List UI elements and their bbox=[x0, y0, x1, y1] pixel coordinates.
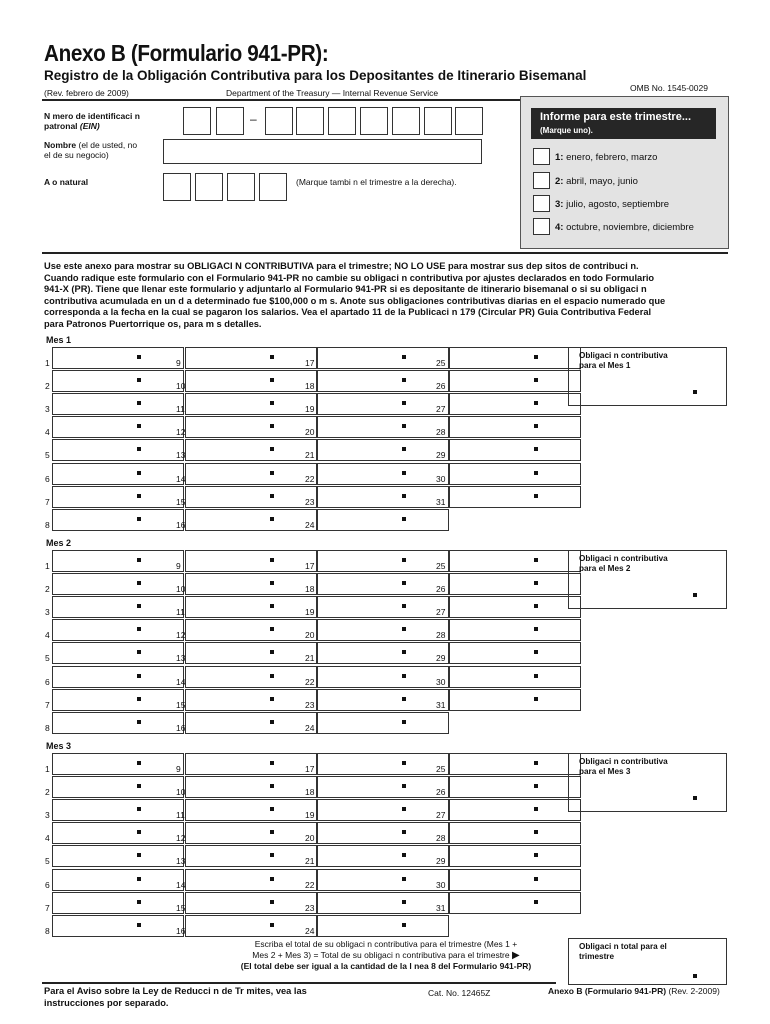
day-number: 3 bbox=[45, 404, 50, 415]
day-number: 28 bbox=[436, 833, 446, 844]
ein-digit-7[interactable] bbox=[392, 107, 420, 135]
omb-number: OMB No. 1545-0029 bbox=[630, 83, 708, 93]
day-number: 1 bbox=[45, 358, 50, 368]
day-amount-input[interactable] bbox=[185, 619, 317, 641]
day-amount-input[interactable] bbox=[52, 822, 184, 844]
catalog-number: Cat. No. 12465Z bbox=[428, 988, 491, 998]
day-number: 19 bbox=[305, 607, 315, 618]
ein-digit-8[interactable] bbox=[424, 107, 452, 135]
day-amount-input[interactable] bbox=[317, 463, 449, 485]
day-number: 8 bbox=[45, 722, 50, 733]
day-amount-input[interactable] bbox=[185, 573, 317, 595]
day-number: 15 bbox=[176, 699, 186, 710]
year-digit-3[interactable] bbox=[227, 173, 255, 201]
day-amount-input[interactable] bbox=[317, 689, 449, 711]
day-number: 20 bbox=[305, 427, 315, 438]
footer-divider bbox=[42, 982, 556, 984]
ein-label: N mero de identificaci n patronal (EIN) bbox=[44, 111, 140, 131]
day-number: 17 bbox=[305, 358, 315, 368]
ein-digit-4[interactable] bbox=[296, 107, 324, 135]
day-number: 10 bbox=[176, 787, 186, 798]
day-number: 30 bbox=[436, 473, 446, 484]
day-number: 20 bbox=[305, 833, 315, 844]
day-amount-input[interactable] bbox=[449, 573, 581, 595]
day-number: 9 bbox=[176, 764, 181, 774]
day-number: 5 bbox=[45, 653, 50, 664]
day-number: 15 bbox=[176, 496, 186, 507]
day-amount-input[interactable] bbox=[52, 666, 184, 688]
day-amount-input[interactable] bbox=[449, 619, 581, 641]
day-number: 13 bbox=[176, 653, 186, 664]
day-amount-input[interactable] bbox=[449, 370, 581, 392]
day-number: 20 bbox=[305, 630, 315, 641]
month-3-total-box[interactable]: Obligaci n contributiva para el Mes 3 bbox=[568, 753, 727, 812]
day-number: 8 bbox=[45, 519, 50, 530]
day-amount-input[interactable] bbox=[317, 799, 449, 821]
day-number: 2 bbox=[45, 787, 50, 798]
day-amount-input[interactable] bbox=[317, 753, 449, 775]
day-amount-input[interactable] bbox=[52, 573, 184, 595]
quarter-title: Informe para este trimestre... bbox=[540, 111, 692, 123]
day-amount-input[interactable] bbox=[449, 463, 581, 485]
day-number: 4 bbox=[45, 833, 50, 844]
day-amount-input[interactable] bbox=[52, 642, 184, 664]
day-amount-input[interactable] bbox=[185, 463, 317, 485]
day-number: 11 bbox=[176, 607, 185, 618]
day-amount-input[interactable] bbox=[52, 486, 184, 508]
day-number: 22 bbox=[305, 879, 315, 890]
day-number: 8 bbox=[45, 925, 50, 936]
day-number: 10 bbox=[176, 584, 186, 595]
day-amount-input[interactable] bbox=[449, 666, 581, 688]
quarter-4-checkbox[interactable] bbox=[533, 218, 550, 235]
total-instruction: Escriba el total de su obligaci n contributiva para el trimestre (Mes 1 + Mes 2 + Mes 3) = Total de su obligaci n contributiva para el trimestre ▶ (El total debe ser igual a la cantidad de la l nea 8 del Formulario 941-PR) bbox=[240, 939, 532, 971]
total-quarter-box[interactable]: Obligaci n total para el trimestre bbox=[568, 938, 727, 985]
day-amount-input[interactable] bbox=[185, 753, 317, 775]
day-number: 28 bbox=[436, 630, 446, 641]
day-amount-input[interactable] bbox=[185, 347, 317, 369]
day-amount-input[interactable] bbox=[52, 869, 184, 891]
day-amount-input[interactable] bbox=[317, 370, 449, 392]
day-amount-input[interactable] bbox=[317, 666, 449, 688]
day-number: 16 bbox=[176, 925, 186, 936]
day-number: 14 bbox=[176, 676, 186, 687]
day-amount-input[interactable] bbox=[52, 619, 184, 641]
day-number: 25 bbox=[436, 561, 446, 571]
day-number: 5 bbox=[45, 450, 50, 461]
day-amount-input[interactable] bbox=[185, 689, 317, 711]
day-number: 16 bbox=[176, 519, 186, 530]
day-amount-input[interactable] bbox=[185, 439, 317, 461]
day-number: 6 bbox=[45, 879, 50, 890]
day-number: 13 bbox=[176, 856, 186, 867]
day-number: 7 bbox=[45, 496, 50, 507]
day-amount-input[interactable] bbox=[185, 892, 317, 914]
ein-digit-1[interactable] bbox=[183, 107, 211, 135]
month-2-total-box[interactable]: Obligaci n contributiva para el Mes 2 bbox=[568, 550, 727, 609]
day-number: 23 bbox=[305, 496, 315, 507]
day-amount-input[interactable] bbox=[52, 509, 184, 531]
quarter-1-checkbox[interactable] bbox=[533, 148, 550, 165]
day-number: 24 bbox=[305, 722, 315, 733]
instructions-paragraph: Use este anexo para mostrar su OBLIGACI N CONTRIBUTIVA para el trimestre; NO LO USE para mostrar sus dep sitos de contribuci n. Cuando radique este formulario con el Formulario 941-PR no cambie su obligaci n contributiva por ajustes declarados en todo Formulario 941-X (PR). Tiene que llenar este formulario y adjuntarlo al Formulario 941-PR si es depositante de itinerario bisemanal o si su obligaci n contributiva acumulada en un d a determinado fue $100,000 o m s. Anote sus obligaciones contributivas diarias en el espacio numerado que corresponda a la fecha en la cual se pagaron los salarios. Vea el apartado 11 de la Publicaci n 179 (Circular PR) Guia Contributiva Federal para Patronos Puertorrique os, para m s detalles. bbox=[44, 261, 666, 329]
day-amount-input[interactable] bbox=[449, 869, 581, 891]
day-number: 26 bbox=[436, 584, 446, 595]
day-number: 17 bbox=[305, 764, 315, 774]
day-number: 28 bbox=[436, 427, 446, 438]
day-amount-input[interactable] bbox=[185, 393, 317, 415]
day-number: 22 bbox=[305, 473, 315, 484]
day-number: 3 bbox=[45, 810, 50, 821]
day-number: 16 bbox=[176, 722, 186, 733]
day-amount-input[interactable] bbox=[52, 347, 184, 369]
day-number: 4 bbox=[45, 630, 50, 641]
day-amount-input[interactable] bbox=[52, 753, 184, 775]
day-number: 30 bbox=[436, 879, 446, 890]
day-amount-input[interactable] bbox=[317, 822, 449, 844]
day-amount-input[interactable] bbox=[317, 347, 449, 369]
day-amount-input[interactable] bbox=[317, 915, 449, 937]
day-number: 18 bbox=[305, 381, 315, 392]
day-number: 23 bbox=[305, 699, 315, 710]
day-amount-input[interactable] bbox=[317, 892, 449, 914]
day-amount-input[interactable] bbox=[185, 509, 317, 531]
day-amount-input[interactable] bbox=[185, 666, 317, 688]
day-number: 1 bbox=[45, 764, 50, 774]
quarter-option-1[interactable]: 1: enero, febrero, marzo bbox=[531, 148, 716, 168]
day-amount-input[interactable] bbox=[449, 799, 581, 821]
day-amount-input[interactable] bbox=[317, 573, 449, 595]
day-number: 30 bbox=[436, 676, 446, 687]
day-amount-input[interactable] bbox=[449, 776, 581, 798]
year-note: (Marque tambi n el trimestre a la derecha). bbox=[296, 177, 457, 187]
day-number: 9 bbox=[176, 358, 181, 368]
day-amount-input[interactable] bbox=[317, 416, 449, 438]
form-footer-id: Anexo B (Formulario 941-PR) (Rev. 2-2009) bbox=[548, 986, 720, 996]
day-amount-input[interactable] bbox=[185, 370, 317, 392]
day-amount-input[interactable] bbox=[317, 486, 449, 508]
day-amount-input[interactable] bbox=[449, 822, 581, 844]
day-number: 31 bbox=[436, 699, 446, 710]
day-number: 6 bbox=[45, 473, 50, 484]
day-number: 26 bbox=[436, 787, 446, 798]
day-amount-input[interactable] bbox=[185, 869, 317, 891]
quarter-option-2[interactable]: 2: abril, mayo, junio bbox=[531, 172, 716, 192]
quarter-2-checkbox[interactable] bbox=[533, 172, 550, 189]
day-amount-input[interactable] bbox=[449, 393, 581, 415]
day-number: 13 bbox=[176, 450, 186, 461]
day-number: 21 bbox=[305, 856, 315, 867]
year-label: A o natural bbox=[44, 177, 89, 187]
day-number: 4 bbox=[45, 427, 50, 438]
day-amount-input[interactable] bbox=[317, 642, 449, 664]
day-amount-input[interactable] bbox=[449, 689, 581, 711]
day-amount-input[interactable] bbox=[317, 439, 449, 461]
arrow-right-icon: ▶ bbox=[512, 949, 520, 961]
day-number: 19 bbox=[305, 810, 315, 821]
day-number: 2 bbox=[45, 381, 50, 392]
quarter-subtitle: (Marque uno). bbox=[540, 126, 593, 135]
day-number: 15 bbox=[176, 902, 186, 913]
day-number: 6 bbox=[45, 676, 50, 687]
day-amount-input[interactable] bbox=[317, 393, 449, 415]
day-number: 27 bbox=[436, 810, 446, 821]
day-number: 17 bbox=[305, 561, 315, 571]
ein-digit-3[interactable] bbox=[265, 107, 293, 135]
day-amount-input[interactable] bbox=[185, 486, 317, 508]
day-number: 24 bbox=[305, 925, 315, 936]
day-number: 23 bbox=[305, 902, 315, 913]
day-amount-input[interactable] bbox=[185, 776, 317, 798]
day-number: 27 bbox=[436, 404, 446, 415]
day-number: 31 bbox=[436, 902, 446, 913]
day-amount-input[interactable] bbox=[52, 370, 184, 392]
day-number: 22 bbox=[305, 676, 315, 687]
day-amount-input[interactable] bbox=[185, 845, 317, 867]
day-amount-input[interactable] bbox=[317, 712, 449, 734]
day-amount-input[interactable] bbox=[449, 892, 581, 914]
day-amount-input[interactable] bbox=[52, 915, 184, 937]
day-amount-input[interactable] bbox=[52, 776, 184, 798]
day-amount-input[interactable] bbox=[52, 439, 184, 461]
day-number: 5 bbox=[45, 856, 50, 867]
day-amount-input[interactable] bbox=[52, 712, 184, 734]
day-amount-input[interactable] bbox=[52, 845, 184, 867]
quarter-option-3[interactable]: 3: julio, agosto, septiembre bbox=[531, 195, 716, 215]
quarter-option-4[interactable]: 4: octubre, noviembre, diciembre bbox=[531, 218, 716, 238]
ident-divider bbox=[42, 252, 728, 254]
day-number: 7 bbox=[45, 699, 50, 710]
day-amount-input[interactable] bbox=[449, 347, 581, 369]
name-input[interactable] bbox=[163, 139, 482, 164]
day-number: 2 bbox=[45, 584, 50, 595]
month-3-label: Mes 3 bbox=[46, 741, 72, 751]
day-number: 12 bbox=[176, 833, 186, 844]
day-number: 18 bbox=[305, 584, 315, 595]
name-label: Nombre (el de usted, no el de su negocio) bbox=[44, 140, 138, 160]
year-digit-2[interactable] bbox=[195, 173, 223, 201]
day-amount-input[interactable] bbox=[52, 416, 184, 438]
day-amount-input[interactable] bbox=[449, 753, 581, 775]
day-number: 14 bbox=[176, 879, 186, 890]
day-amount-input[interactable] bbox=[52, 463, 184, 485]
month-1-total-box[interactable]: Obligaci n contributiva para el Mes 1 bbox=[568, 347, 727, 406]
day-amount-input[interactable] bbox=[317, 776, 449, 798]
day-amount-input[interactable] bbox=[317, 869, 449, 891]
day-number: 10 bbox=[176, 381, 186, 392]
day-amount-input[interactable] bbox=[317, 845, 449, 867]
day-number: 3 bbox=[45, 607, 50, 618]
day-amount-input[interactable] bbox=[185, 712, 317, 734]
day-amount-input[interactable] bbox=[52, 892, 184, 914]
day-amount-input[interactable] bbox=[52, 393, 184, 415]
day-number: 11 bbox=[176, 810, 185, 821]
day-amount-input[interactable] bbox=[52, 799, 184, 821]
day-amount-input[interactable] bbox=[185, 799, 317, 821]
day-amount-input[interactable] bbox=[317, 619, 449, 641]
ein-dash: – bbox=[250, 112, 257, 126]
day-amount-input[interactable] bbox=[449, 550, 581, 572]
day-number: 29 bbox=[436, 653, 446, 664]
year-digit-4[interactable] bbox=[259, 173, 287, 201]
day-number: 25 bbox=[436, 764, 446, 774]
day-number: 9 bbox=[176, 561, 181, 571]
day-number: 29 bbox=[436, 450, 446, 461]
day-number: 18 bbox=[305, 787, 315, 798]
day-amount-input[interactable] bbox=[449, 486, 581, 508]
month-2-label: Mes 2 bbox=[46, 538, 72, 548]
quarter-3-checkbox[interactable] bbox=[533, 195, 550, 212]
day-amount-input[interactable] bbox=[449, 642, 581, 664]
day-number: 7 bbox=[45, 902, 50, 913]
day-number: 27 bbox=[436, 607, 446, 618]
day-amount-input[interactable] bbox=[185, 596, 317, 618]
day-number: 19 bbox=[305, 404, 315, 415]
day-amount-input[interactable] bbox=[52, 596, 184, 618]
day-amount-input[interactable] bbox=[185, 550, 317, 572]
ein-digit-2[interactable] bbox=[216, 107, 244, 135]
month-1-label: Mes 1 bbox=[46, 335, 72, 345]
year-digit-1[interactable] bbox=[163, 173, 191, 201]
revision-date: (Rev. febrero de 2009) bbox=[44, 88, 129, 98]
department-line: Department of the Treasury — Internal Revenue Service bbox=[226, 88, 439, 98]
day-amount-input[interactable] bbox=[317, 550, 449, 572]
day-number: 12 bbox=[176, 427, 186, 438]
footer-notice: Para el Aviso sobre la Ley de Reducci n de Tr mites, vea las instrucciones por separado. bbox=[44, 986, 307, 1008]
day-amount-input[interactable] bbox=[317, 596, 449, 618]
ein-digit-9[interactable] bbox=[455, 107, 483, 135]
day-number: 12 bbox=[176, 630, 186, 641]
day-number: 21 bbox=[305, 653, 315, 664]
day-amount-input[interactable] bbox=[185, 915, 317, 937]
day-number: 14 bbox=[176, 473, 186, 484]
quarter-header bbox=[531, 108, 716, 139]
day-amount-input[interactable] bbox=[52, 689, 184, 711]
day-number: 25 bbox=[436, 358, 446, 368]
day-number: 29 bbox=[436, 856, 446, 867]
day-number: 1 bbox=[45, 561, 50, 571]
day-amount-input[interactable] bbox=[185, 642, 317, 664]
day-number: 21 bbox=[305, 450, 315, 461]
day-amount-input[interactable] bbox=[185, 416, 317, 438]
day-number: 31 bbox=[436, 496, 446, 507]
form-subtitle: Registro de la Obligación Contributiva para los Depositantes de Itinerario Bisemanal bbox=[44, 68, 587, 83]
day-amount-input[interactable] bbox=[52, 550, 184, 572]
ein-digit-5[interactable] bbox=[328, 107, 356, 135]
day-amount-input[interactable] bbox=[449, 416, 581, 438]
day-number: 26 bbox=[436, 381, 446, 392]
day-amount-input[interactable] bbox=[317, 509, 449, 531]
form-title: Anexo B (Formulario 941-PR): bbox=[44, 40, 329, 66]
day-amount-input[interactable] bbox=[449, 439, 581, 461]
day-number: 11 bbox=[176, 404, 185, 415]
day-amount-input[interactable] bbox=[185, 822, 317, 844]
ein-digit-6[interactable] bbox=[360, 107, 388, 135]
day-amount-input[interactable] bbox=[449, 845, 581, 867]
day-amount-input[interactable] bbox=[449, 596, 581, 618]
day-number: 24 bbox=[305, 519, 315, 530]
